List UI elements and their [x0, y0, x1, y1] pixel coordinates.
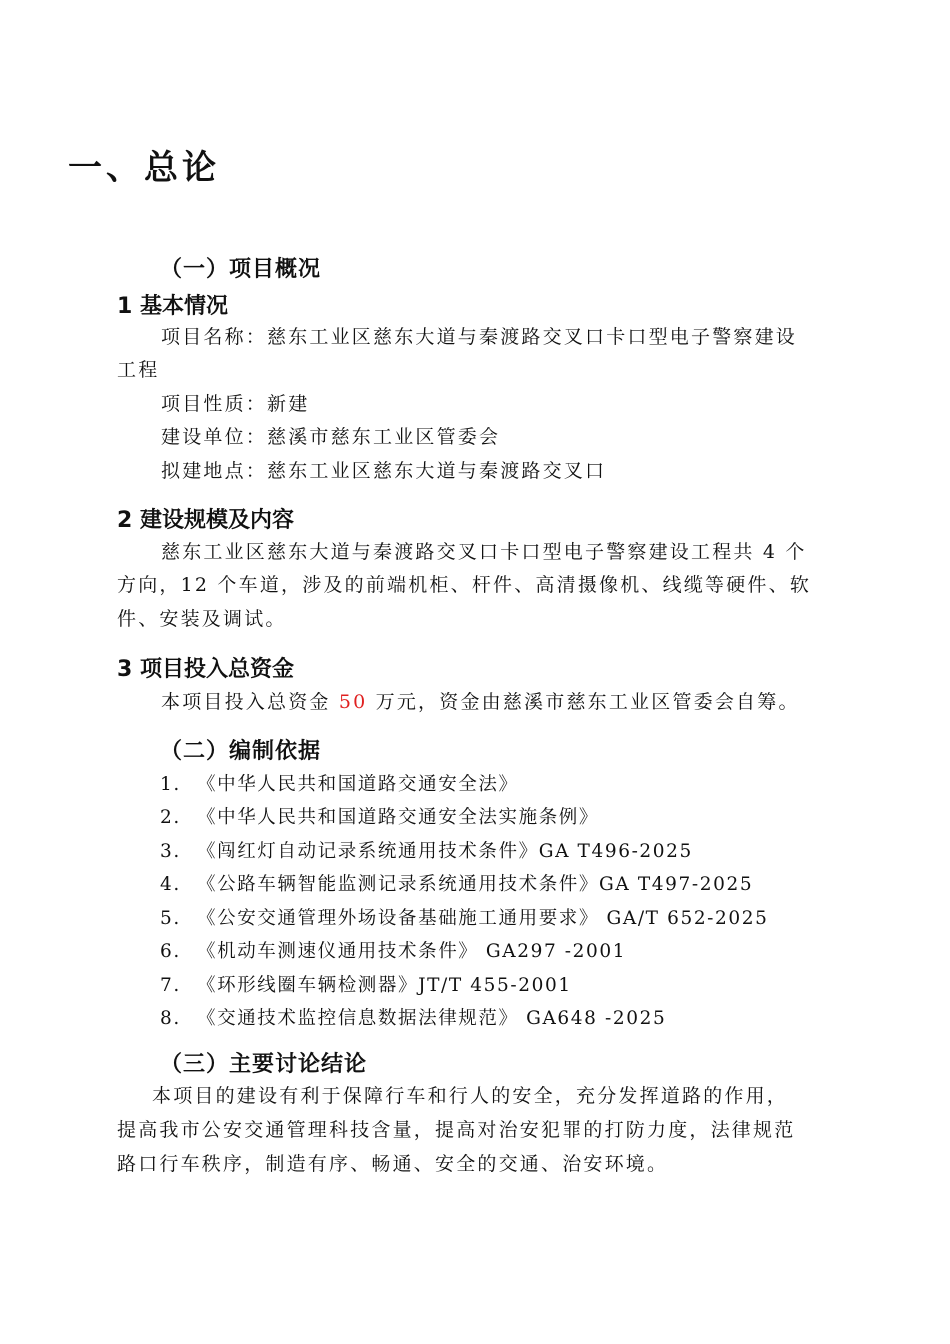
reference-item: 6. 《机动车测速仪通用技术条件》 GA297 -2001 — [160, 941, 627, 962]
project-nature: 项目性质：新建 — [161, 393, 310, 415]
funding-amount: 50 — [338, 691, 368, 713]
subsection-heading-basic: 1 基本情况 — [117, 294, 228, 319]
project-name-line2: 工程 — [117, 359, 160, 381]
reference-item: 8. 《交通技术监控信息数据法律规范》 GA648 -2025 — [160, 1008, 667, 1029]
section-heading-basis: （二）编制依据 — [160, 739, 322, 764]
reference-item: 3. 《闯红灯自动记录系统通用技术条件》GA T496-2025 — [160, 841, 693, 862]
reference-item: 1. 《中华人民共和国道路交通安全法》 — [160, 774, 519, 795]
scale-line2: 方向，12 个车道，涉及的前端机柜、杆件、高清摄像机、线缆等硬件、软 — [117, 574, 812, 596]
conclusion-line1: 本项目的建设有利于保障行车和行人的安全，充分发挥道路的作用， — [152, 1085, 789, 1107]
subsection-heading-scale: 2 建设规模及内容 — [117, 508, 294, 533]
funding-text-after: 万元，资金由慈溪市慈东工业区管委会自筹。 — [367, 691, 800, 713]
scale-line1: 慈东工业区慈东大道与秦渡路交叉口卡口型电子警察建设工程共 4 个 — [161, 541, 807, 563]
conclusion-line3: 路口行车秩序，制造有序、畅通、安全的交通、治安环境。 — [117, 1153, 669, 1175]
reference-item: 4. 《公路车辆智能监测记录系统通用技术条件》GA T497-2025 — [160, 874, 754, 895]
scale-line3: 件、安装及调试。 — [117, 608, 287, 630]
subsection-heading-funding: 3 项目投入总资金 — [117, 657, 294, 682]
conclusion-line2: 提高我市公安交通管理科技含量，提高对治安犯罪的打防力度，法律规范 — [117, 1119, 796, 1141]
funding-text — [161, 686, 800, 719]
project-name-line1: 项目名称：慈东工业区慈东大道与秦渡路交叉口卡口型电子警察建设 — [161, 326, 798, 348]
section-heading-conclusion: （三）主要讨论结论 — [160, 1052, 368, 1077]
reference-item: 2. 《中华人民共和国道路交通安全法实施条例》 — [160, 807, 600, 828]
construction-unit: 建设单位：慈溪市慈东工业区管委会 — [161, 426, 501, 448]
reference-item: 5. 《公安交通管理外场设备基础施工通用要求》 GA/T 652-2025 — [160, 908, 769, 929]
section-heading-overview: （一）项目概况 — [160, 257, 322, 282]
funding-text-before: 本项目投入总资金 — [161, 691, 339, 713]
project-location: 拟建地点：慈东工业区慈东大道与秦渡路交叉口 — [161, 460, 607, 482]
chapter-title: 一、总论 — [68, 148, 220, 188]
reference-item: 7. 《环形线圈车辆检测器》JT/T 455-2001 — [160, 975, 572, 996]
